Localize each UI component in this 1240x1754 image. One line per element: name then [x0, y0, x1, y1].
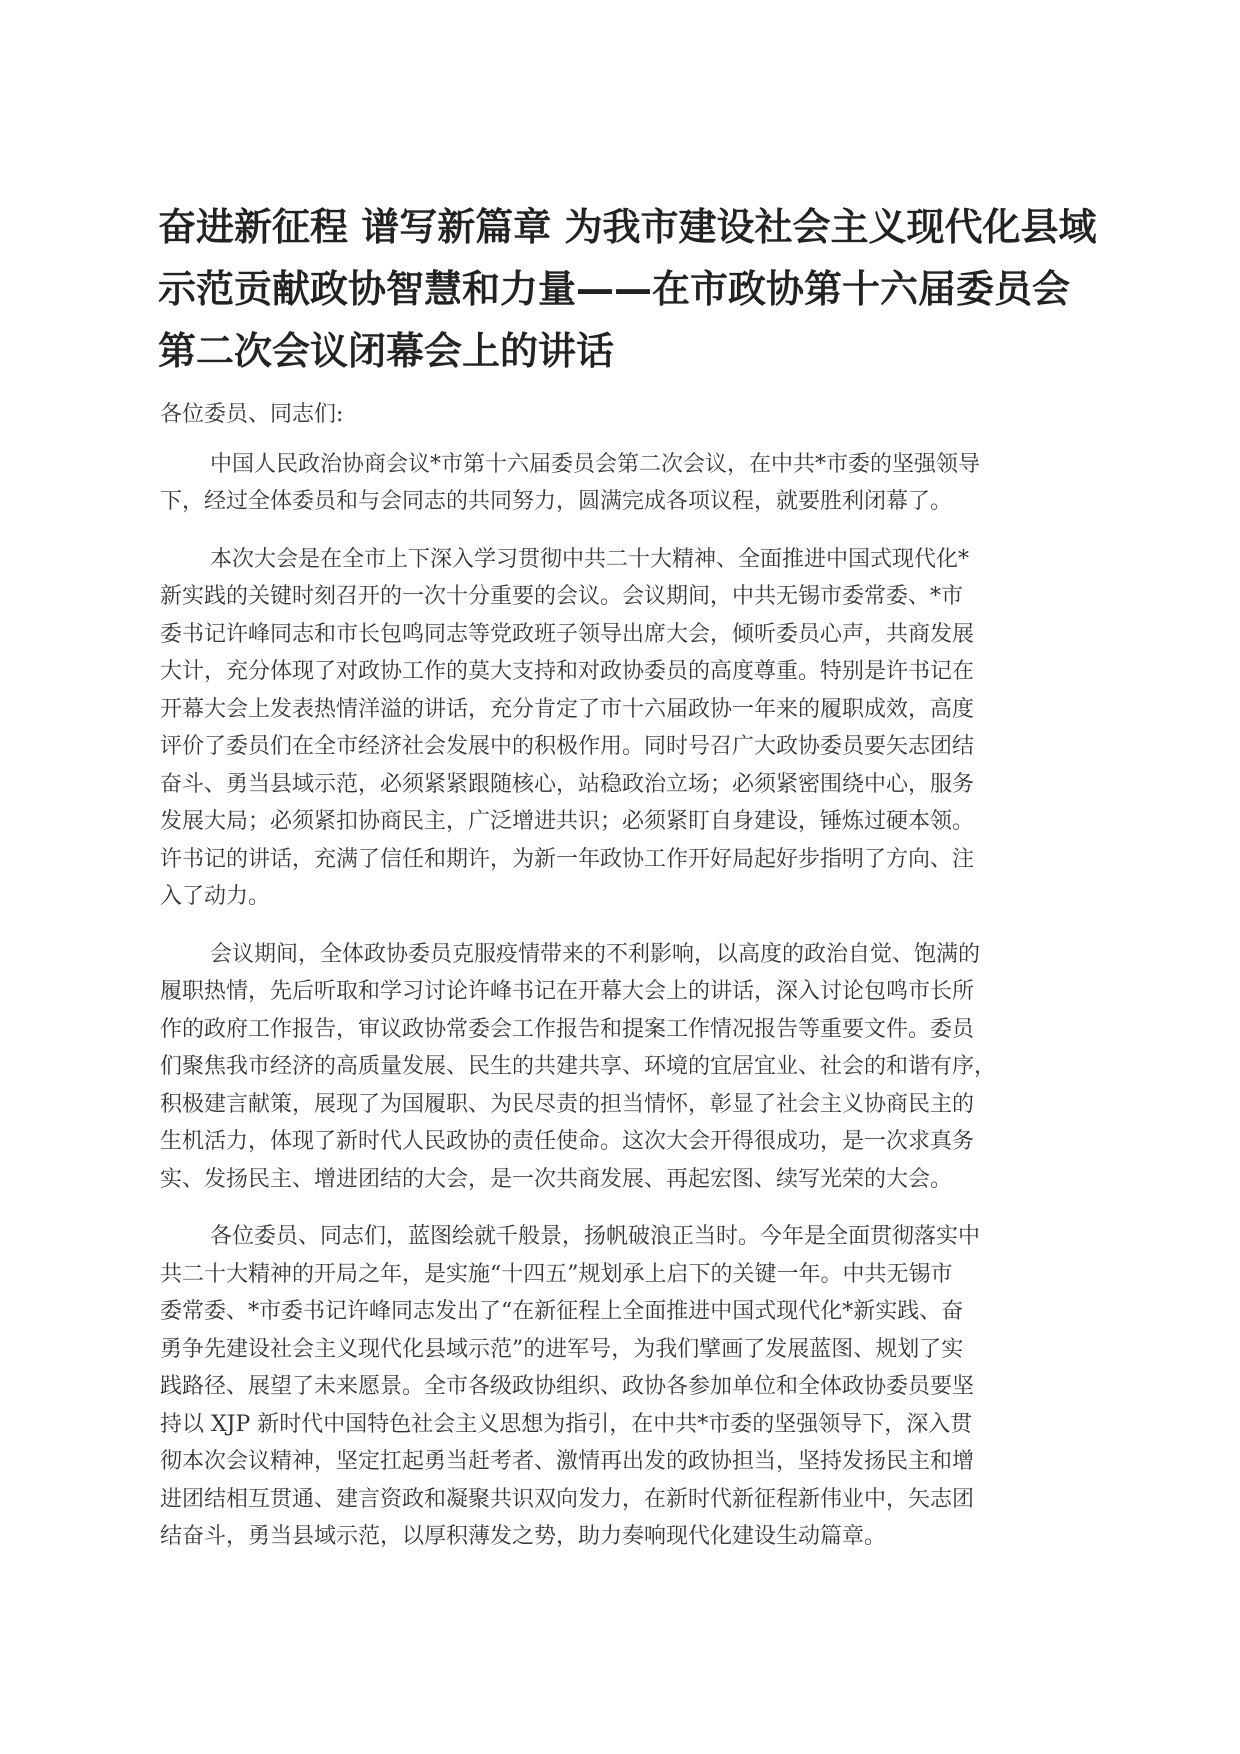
paragraph-line: 开幕大会上发表热情洋溢的讲话，充分肯定了市十六届政协一年来的履职成效，高度 — [160, 696, 975, 722]
paragraph-line: 新实践的关键时刻召开的一次十分重要的会议。会议期间，中共无锡市委常委、*市 — [160, 584, 964, 609]
title-line: 第二次会议闭幕会上的讲话 — [158, 329, 615, 373]
paragraph-line: 各位委员、同志们，蓝图绘就千般景，扬帆破浪正当时。今年是全面贯彻落实中 — [210, 1224, 981, 1249]
paragraph-line: 结奋斗，勇当县域示范，以厚积薄发之势，助力奏响现代化建设生动篇章。 — [160, 1524, 887, 1549]
paragraph-line: 入了动力。 — [160, 884, 271, 909]
paragraph-line: 发展大局；必须紧扣协商民主，广泛增进共识；必须紧盯自身建设，锤炼过硬本领。 — [160, 809, 975, 834]
paragraph-line: 进团结相互贯通、建言资政和凝聚共识双向发力，在新时代新征程新伟业中，矢志团 — [160, 1486, 975, 1512]
paragraph-line: 积极建言献策，展现了为国履职、为民尽责的担当情怀，彰显了社会主义协商民主的 — [160, 1091, 975, 1117]
paragraph — [160, 1218, 1084, 1556]
paragraph-line: 评价了委员们在全市经济社会发展中的积极作用。同时号召广大政协委员要矢志团结 — [160, 734, 975, 759]
paragraph-line: 大计，充分体现了对政协工作的莫大支持和对政协委员的高度尊重。特别是许书记在 — [160, 659, 975, 684]
paragraph-line: 委常委、*市委书记许峰同志发出了“在新征程上全面推进中国式现代化*新实践、奋 — [160, 1299, 964, 1324]
paragraph-line: 彻本次会议精神，坚定扛起勇当赶考者、激情再出发的政协担当，坚持发扬民主和增 — [160, 1449, 975, 1474]
paragraph-line: 奋斗、勇当县域示范，必须紧紧跟随核心，站稳政治立场；必须紧密围绕中心，服务 — [160, 771, 975, 797]
title-line: 示范贡献政协智慧和力量——在市政协第十六届委员会 — [158, 267, 1071, 311]
document-body — [160, 396, 1084, 1576]
paragraph-line: 共二十大精神的开局之年，是实施“十四五”规划承上启下的关键一年。中共无锡市 — [160, 1261, 953, 1287]
paragraph-line: 勇争先建设社会主义现代化县域示范”的进军号，为我们擘画了发展蓝图、规划了实 — [160, 1336, 964, 1362]
paragraph-line: 许书记的讲话，充满了信任和期许，为新一年政协工作开好局起好步指明了方向、注 — [160, 846, 975, 872]
paragraph-line: 下，经过全体委员和与会同志的共同努力，圆满完成各项议程，就要胜利闭幕了。 — [160, 489, 953, 514]
paragraph-line: 中国人民政治协商会议*市第十六届委员会第二次会议，在中共*市委的坚强领导 — [210, 451, 981, 477]
paragraph — [160, 541, 1084, 916]
paragraph-line: 作的政府工作报告，审议政协常委会工作报告和提案工作情况报告等重要文件。委员 — [160, 1016, 975, 1042]
greeting: 各位委员、同志们: — [160, 402, 344, 427]
paragraph — [160, 936, 1084, 1199]
paragraph-line: 本次大会是在全市上下深入学习贯彻中共二十大精神、全面推进中国式现代化* — [210, 546, 970, 572]
paragraph-line: 持以 XJP 新时代中国特色社会主义思想为指引，在中共*市委的坚强领导下，深入贯 — [160, 1411, 973, 1437]
paragraph-line: 们聚焦我市经济的高质量发展、民生的共建共享、环境的宜居宜业、社会的和谐有序， — [160, 1054, 997, 1079]
paragraph-line: 会议期间，全体政协委员克服疫情带来的不利影响，以高度的政治自觉、饱满的 — [210, 941, 981, 967]
paragraph-line: 践路径、展望了未来愿景。全市各级政协组织、政协各参加单位和全体政协委员要坚 — [160, 1374, 975, 1399]
document-title — [158, 196, 1098, 382]
paragraph-line: 履职热情，先后听取和学习讨论许峰书记在开幕大会上的讲话，深入讨论包鸣市长所 — [160, 979, 975, 1004]
paragraph — [160, 446, 1084, 521]
paragraph-line: 委书记许峰同志和市长包鸣同志等党政班子领导出席大会，倾听委员心声，共商发展 — [160, 621, 975, 647]
title-line: 奋进新征程 谱写新篇章 为我市建设社会主义现代化县域 — [158, 205, 1097, 249]
paragraph-list — [160, 446, 1084, 1556]
paragraph-line: 生机活力，体现了新时代人民政协的责任使命。这次大会开得很成功，是一次求真务 — [160, 1129, 975, 1154]
paragraph-line: 实、发扬民主、增进团结的大会，是一次共商发展、再起宏图、续写光荣的大会。 — [160, 1166, 953, 1192]
